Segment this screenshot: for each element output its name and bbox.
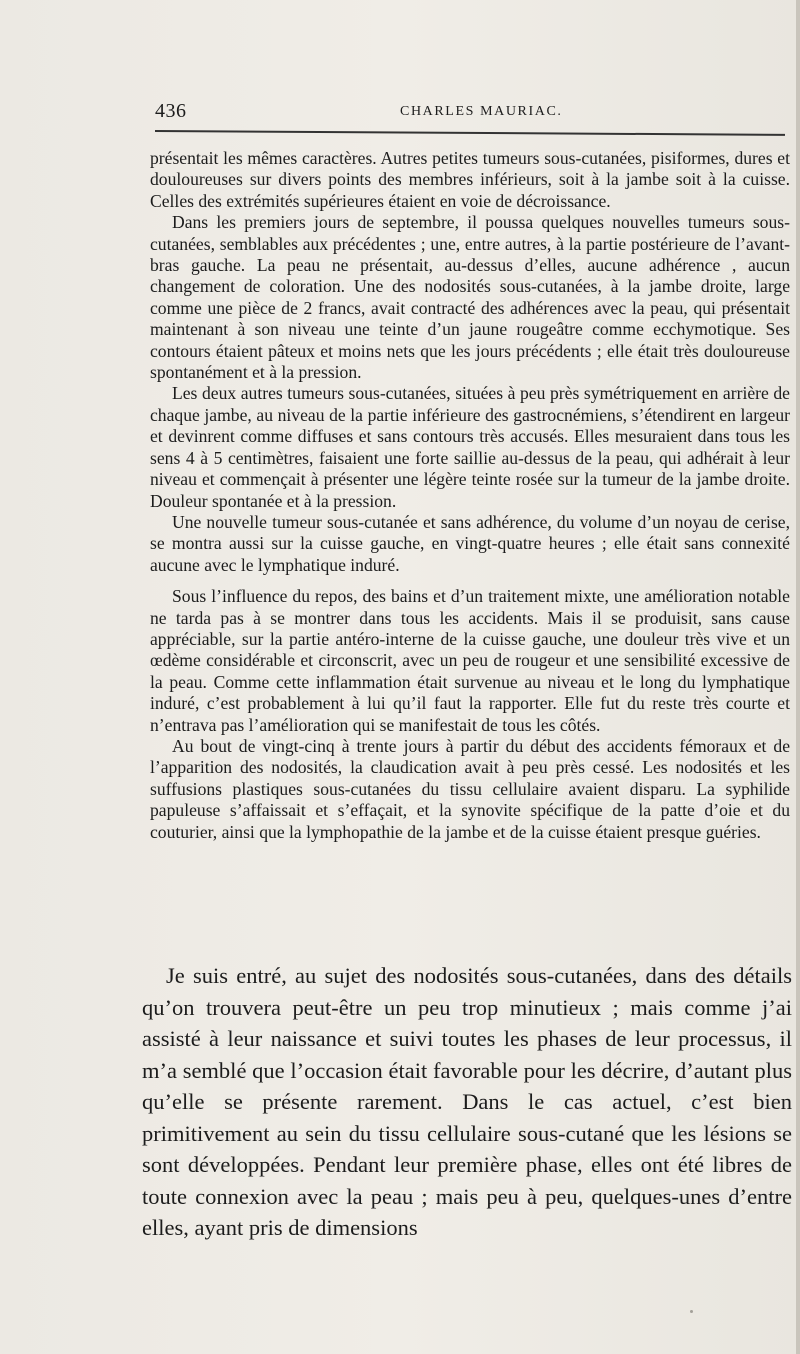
commentary-large-type	[142, 960, 792, 1244]
paper-speck	[690, 1310, 693, 1313]
paragraph: présentait les mêmes caractères. Autres petites tumeurs sous-cutanées, pisiformes, dures et douloureuses sur divers points des membres inférieurs, soit à la jambe soit à la cuisse. Celles des extrémités supérieures étaient en voie de décroissance.	[150, 148, 790, 211]
paragraph: Je suis entré, au sujet des nodosités sous-cutanées, dans des détails qu’on trouvera peut-être un peu trop minutieux ; mais comme j’ai assisté à leur naissance et suivi toutes les phases de leur processus, il m’a semblé que l’occasion était favorable pour les décrire, d’autant plus qu’elle se présente rarement. Dans le cas actuel, c’est bien primitivement au sein du tissu cellulaire sous-cutané que les lésions se sont développées. Pendant leur première phase, elles ont été libres de toute connexion avec la peau ; mais peu à peu, quelques-unes d’entre elles, ayant pris de dimensions	[142, 963, 792, 1240]
page-number: 436	[155, 100, 187, 122]
header-rule	[155, 130, 785, 136]
paragraph: Dans les premiers jours de septembre, il poussa quelques nouvelles tumeurs sous-cutanées, semblables aux précédentes ; une, entre autres, à la partie postérieure de l’avant-bras gauche. La peau ne présentait, au-dessus d’elles, aucune adhérence , aucun changement de coloration. Une des nodosités sous-cutanées, à la jambe droite, large comme une pièce de 2 francs, avait contracté des adhérences avec la peau, qui présentait maintenant à son niveau une teinte d’un jaune rougeâtre comme ecchymotique. Ses contours étaient pâteux et moins nets que les jours précédents ; elle était très douloureuse spontanément et à la pression.	[150, 212, 790, 383]
page-edge-shadow	[796, 0, 800, 1354]
case-notes-small-type	[150, 148, 790, 843]
paragraph: Au bout de vingt-cinq à trente jours à partir du début des accidents fémoraux et de l’apparition des nodosités, la claudication avait à peu près cessé. Les nodosités et les suffusions plastiques sous-cutanées du tissu cellulaire avaient disparu. La syphilide papuleuse s’affaissait et s’effaçait, et la synovite spécifique de la patte d’oie et du couturier, ainsi que la lymphopathie de la jambe et de la cuisse étaient presque guéries.	[150, 735, 790, 842]
paragraph: Les deux autres tumeurs sous-cutanées, situées à peu près symétriquement en arrière de chaque jambe, au niveau de la partie inférieure des gastrocnémiens, s’étendirent en largeur et devinrent comme diffuses et sans contours très accusés. Elles mesuraient dans tous les sens 4 à 5 centimètres, faisaient une forte saillie au-dessus de la peau, qui adhérait à leur niveau et commençait à présenter une légère teinte rosée sur la tumeur de la jambe droite. Douleur spontanée et à la pression.	[150, 383, 790, 511]
paragraph: Sous l’influence du repos, des bains et d’un traitement mixte, une amélioration notable ne tarda pas à se montrer dans tous les accidents. Mais il se produisit, sans cause appréciable, sur la partie antéro-interne de la cuisse gauche, une douleur très vive et un œdème considérable et circonscrit, avec un peu de rougeur et une sensibilité excessive de la peau. Comme cette inflammation était survenue au niveau et le long du lymphatique induré, c’est probablement à lui qu’il faut la rapporter. Elle fut du reste très courte et n’entrava pas l’amélioration qui se manifestait de tous les côtés.	[150, 586, 790, 735]
running-head: CHARLES MAURIAC.	[400, 104, 563, 119]
page-header	[155, 100, 795, 130]
paragraph: Une nouvelle tumeur sous-cutanée et sans adhérence, du volume d’un noyau de cerise, se montra aussi sur la cuisse gauche, en vingt-quatre heures ; elle était sans connexité aucune avec le lymphatique induré.	[150, 511, 790, 575]
